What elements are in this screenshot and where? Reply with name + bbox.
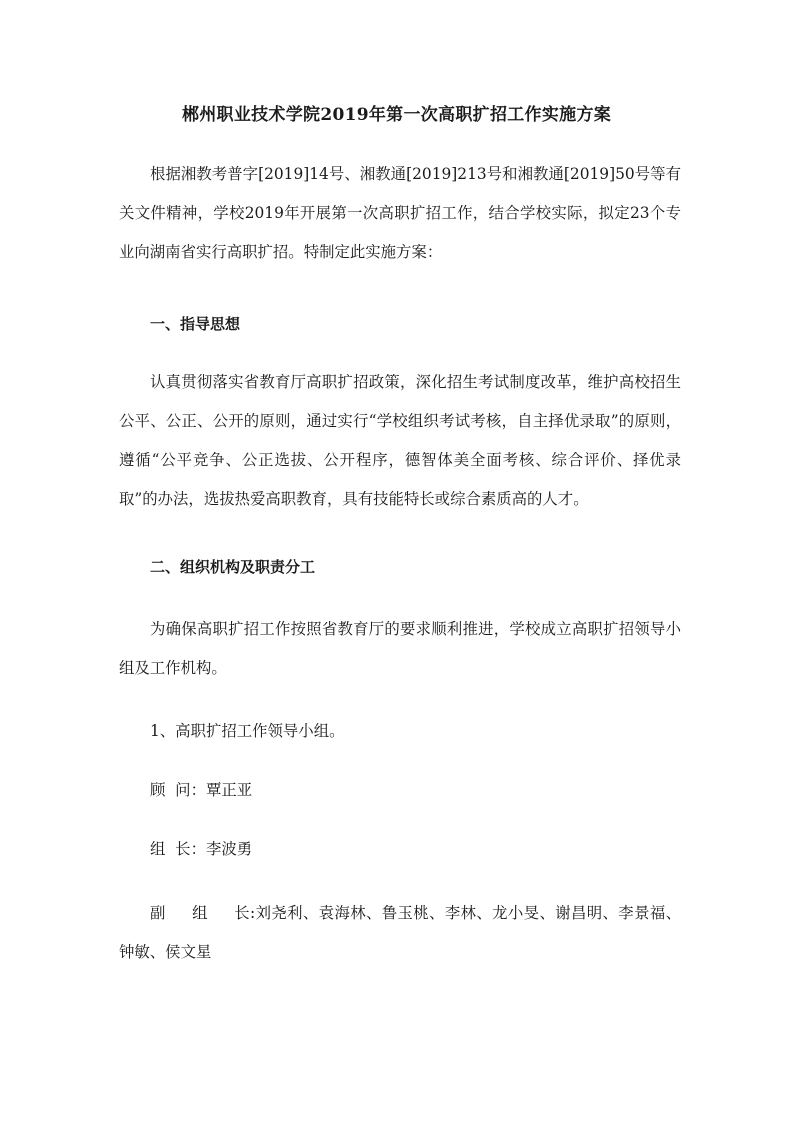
section-heading-organization: 二、组织机构及职责分工: [150, 558, 316, 576]
advisor-line: 顾 问：覃正亚: [150, 781, 253, 799]
intro-paragraph: 根据湘教考普字[2019]14号、湘教通[2019]213号和湘教通[2019]50号等有关文件精神，学校2019年开展第一次高职扩招工作，结合学校实际，拟定23个专业向湖南省实行高职扩招。特制定此实施方案：: [119, 165, 681, 261]
document-title: 郴州职业技术学院2019年第一次高职扩招工作实施方案: [181, 105, 612, 125]
guiding-ideology-paragraph: 认真贯彻落实省教育厅高职扩招政策，深化招生考试制度改革，维护高校招生公平、公正、公开的原则，通过实行“学校组织考试考核，自主择优录取”的原则，遵循“公平竞争、公正选拔、公开程序，德智体美全面考核、综合评价、择优录取”的办法，选拔热爱高职教育，具有技能特长或综合素质高的人才。: [119, 373, 681, 508]
deputy-leaders-paragraph: 副 组 长:刘尧利、袁海林、鲁玉桃、李林、龙小旻、谢昌明、李景福、钟敏、侯文星: [119, 904, 681, 961]
section-heading-guiding-ideology: 一、指导思想: [150, 315, 241, 333]
group-leader-line: 组 长：李波勇: [150, 840, 253, 858]
leading-group-item: 1、高职扩招工作领导小组。: [150, 722, 345, 740]
organization-paragraph: 为确保高职扩招工作按照省教育厅的要求顺利推进，学校成立高职扩招领导小组及工作机构。: [119, 620, 681, 677]
